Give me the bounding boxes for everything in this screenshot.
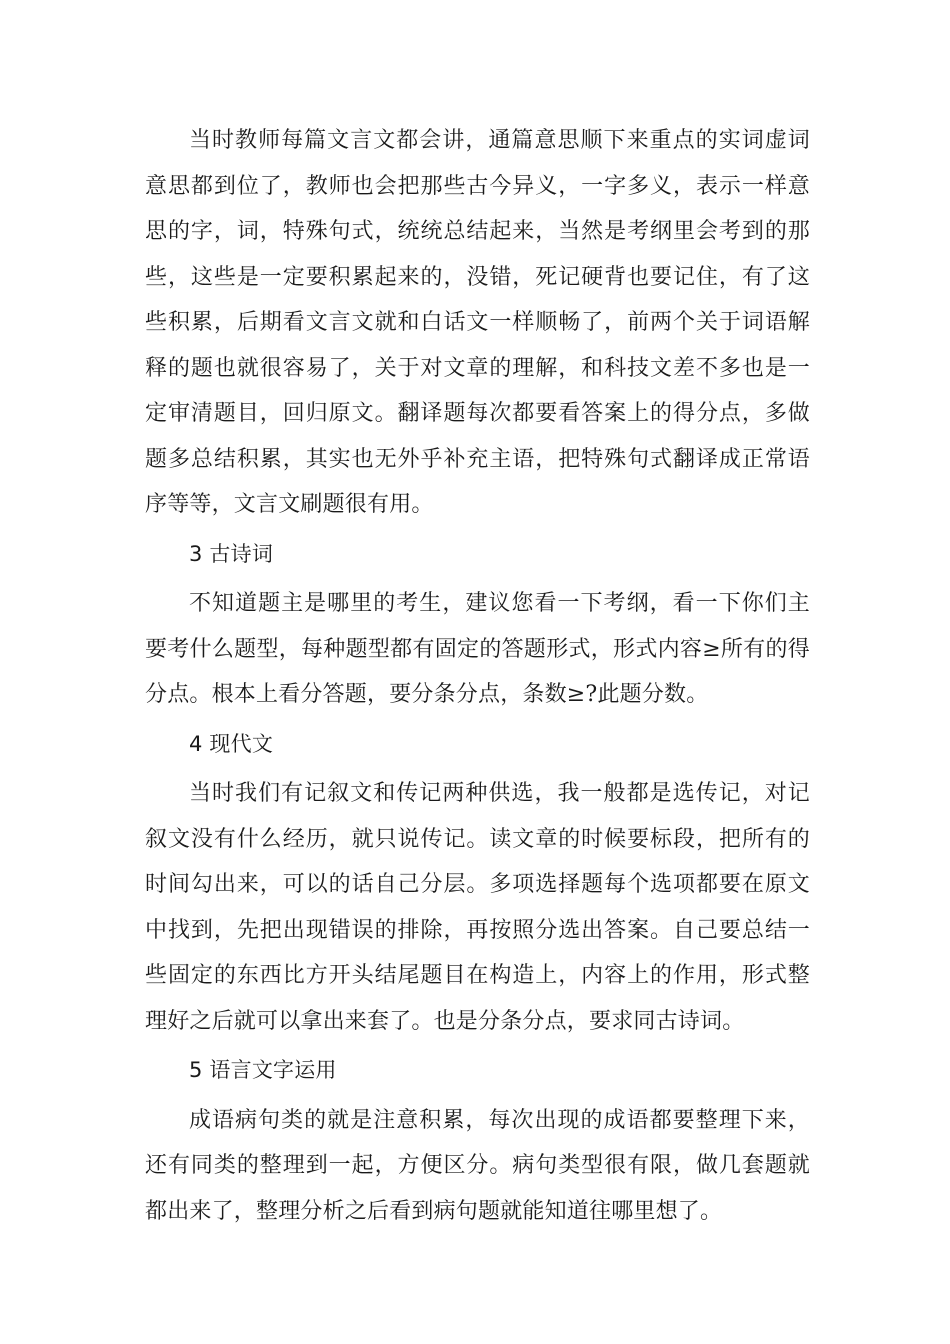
section-heading-modern-text: 4 现代文 xyxy=(189,731,274,756)
document-body xyxy=(145,118,810,1238)
paragraph-language-use: 成语病句类的就是注意积累，每次出现的成语都要整理下来，还有同类的整理到一起，方便区分。病句类型很有限，做几套题就都出来了，整理分析之后看到病句题就能知道往哪里想了。 xyxy=(145,1107,810,1224)
section-heading-ancient-poetry: 3 古诗词 xyxy=(189,541,274,566)
paragraph-ancient-poetry: 不知道题主是哪里的考生，建议您看一下考纲，看一下你们主要考什么题型，每种题型都有固定的答题形式，形式内容≥所有的得分点。根本上看分答题，要分条分点，条数≥?此题分数。 xyxy=(145,591,810,707)
paragraph-classical-chinese: 当时教师每篇文言文都会讲，通篇意思顺下来重点的实词虚词意思都到位了，教师也会把那些古今异义，一字多义，表示一样意思的字，词，特殊句式，统统总结起来，当然是考纲里会考到的那些，这些是一定要积累起来的，没错，死记硬背也要记住，有了这些积累，后期看文言文就和白话文一样顺畅了，前两个关于词语解释的题也就很容易了，关于对文章的理解，和科技文差不多也是一定审清题目，回归原文。翻译题每次都要看答案上的得分点，多做题多总结积累，其实也无外乎补充主语，把特殊句式翻译成正常语序等等，文言文刷题很有用。 xyxy=(145,128,810,517)
paragraph-modern-text: 当时我们有记叙文和传记两种供选，我一般都是选传记，对记叙文没有什么经历，就只说传记。读文章的时候要标段，把所有的时间勾出来，可以的话自己分层。多项选择题每个选项都要在原文中找到，先把出现错误的排除，再按照分选出答案。自己要总结一些固定的东西比方开头结尾题目在构造上，内容上的作用，形式整理好之后就可以拿出来套了。也是分条分点，要求同古诗词。 xyxy=(145,781,810,1034)
section-heading-language-use: 5 语言文字运用 xyxy=(189,1058,337,1082)
